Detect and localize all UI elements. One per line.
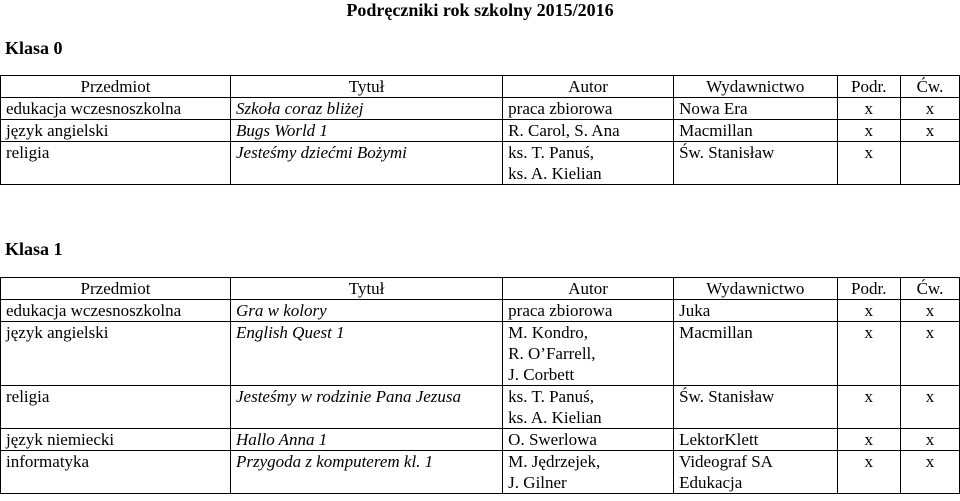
header-publisher: Wydawnictwo: [674, 76, 838, 98]
textbook-mark: x: [837, 142, 900, 185]
publisher-cell: [674, 386, 838, 429]
header-subject: Przedmiot: [1, 278, 231, 300]
author-line: ks. T. Panuś,: [508, 143, 594, 162]
subject-cell: religia: [1, 142, 231, 185]
header-author: Autor: [503, 76, 674, 98]
author-cell: [503, 142, 674, 185]
exercises-mark: x: [900, 120, 959, 142]
author-line: R. Carol, S. Ana: [508, 121, 620, 140]
subject-cell: religia: [1, 386, 231, 429]
exercises-mark: x: [900, 300, 959, 322]
publisher-line: Nowa Era: [679, 99, 748, 118]
author-line: praca zbiorowa: [508, 301, 613, 320]
textbook-table-klasa-0: [0, 75, 960, 185]
textbook-mark: x: [837, 386, 900, 429]
textbook-mark: x: [837, 451, 900, 494]
author-cell: [503, 322, 674, 386]
author-cell: [503, 98, 674, 120]
section-heading-klasa-0: Klasa 0: [5, 38, 63, 58]
exercises-mark: x: [900, 322, 959, 386]
table-row: [1, 451, 960, 494]
section-heading-klasa-1: Klasa 1: [5, 239, 63, 259]
header-title: Tytuł: [230, 278, 502, 300]
header-row: [1, 278, 960, 300]
header-exercises: Ćw.: [900, 278, 959, 300]
author-cell: [503, 429, 674, 451]
publisher-cell: [674, 98, 838, 120]
header-textbook: Podr.: [837, 76, 900, 98]
title-cell: Przygoda z komputerem kl. 1: [230, 451, 502, 494]
title-cell: Bugs World 1: [230, 120, 502, 142]
table-row: [1, 120, 960, 142]
author-line: praca zbiorowa: [508, 99, 613, 118]
exercises-mark: x: [900, 386, 959, 429]
author-line: ks. A. Kielian: [508, 408, 602, 427]
publisher-cell: [674, 300, 838, 322]
publisher-cell: [674, 429, 838, 451]
title-cell: English Quest 1: [230, 322, 502, 386]
table-row: [1, 142, 960, 185]
publisher-line: Videograf SA: [679, 452, 773, 471]
table-row: [1, 300, 960, 322]
title-cell: Jesteśmy dziećmi Bożymi: [230, 142, 502, 185]
exercises-mark: [900, 142, 959, 185]
author-cell: [503, 386, 674, 429]
author-line: ks. T. Panuś,: [508, 387, 594, 406]
publisher-line: LektorKlett: [679, 430, 759, 449]
table-row: [1, 322, 960, 386]
subject-cell: informatyka: [1, 451, 231, 494]
header-publisher: Wydawnictwo: [674, 278, 838, 300]
textbook-mark: x: [837, 120, 900, 142]
publisher-cell: [674, 142, 838, 185]
exercises-mark: x: [900, 429, 959, 451]
author-line: ks. A. Kielian: [508, 164, 602, 183]
subject-cell: język angielski: [1, 120, 231, 142]
header-title: Tytuł: [230, 76, 502, 98]
page-title: Podręczniki rok szkolny 2015/2016: [346, 0, 614, 20]
header-author: Autor: [503, 278, 674, 300]
title-cell: Szkoła coraz bliżej: [230, 98, 502, 120]
header-exercises: Ćw.: [900, 76, 959, 98]
textbook-mark: x: [837, 98, 900, 120]
author-line: M. Kondro,: [508, 323, 588, 342]
author-line: O. Swerlowa: [508, 430, 597, 449]
table-row: [1, 98, 960, 120]
header-row: [1, 76, 960, 98]
author-line: M. Jędrzejek,: [508, 452, 601, 471]
author-cell: [503, 300, 674, 322]
header-subject: Przedmiot: [1, 76, 231, 98]
textbook-table-klasa-1: [0, 277, 960, 494]
publisher-line: Juka: [679, 301, 711, 320]
publisher-line: Św. Stanisław: [679, 387, 775, 406]
textbook-mark: x: [837, 300, 900, 322]
publisher-cell: [674, 120, 838, 142]
title-cell: Hallo Anna 1: [230, 429, 502, 451]
publisher-cell: [674, 322, 838, 386]
subject-cell: język angielski: [1, 322, 231, 386]
publisher-line: Macmillan: [679, 323, 753, 342]
title-cell: Gra w kolory: [230, 300, 502, 322]
title-cell: Jesteśmy w rodzinie Pana Jezusa: [230, 386, 502, 429]
subject-cell: język niemiecki: [1, 429, 231, 451]
textbook-mark: x: [837, 429, 900, 451]
author-line: J. Corbett: [508, 365, 575, 384]
publisher-line: Macmillan: [679, 121, 753, 140]
author-line: J. Gilner: [508, 473, 567, 492]
header-textbook: Podr.: [837, 278, 900, 300]
textbook-mark: x: [837, 322, 900, 386]
subject-cell: edukacja wczesnoszkolna: [1, 300, 231, 322]
author-cell: [503, 120, 674, 142]
publisher-cell: [674, 451, 838, 494]
author-cell: [503, 451, 674, 494]
author-line: R. O’Farrell,: [508, 344, 596, 363]
table-row: [1, 429, 960, 451]
publisher-line: Edukacja: [679, 473, 743, 492]
publisher-line: Św. Stanisław: [679, 143, 775, 162]
exercises-mark: x: [900, 98, 959, 120]
exercises-mark: x: [900, 451, 959, 494]
table-row: [1, 386, 960, 429]
subject-cell: edukacja wczesnoszkolna: [1, 98, 231, 120]
